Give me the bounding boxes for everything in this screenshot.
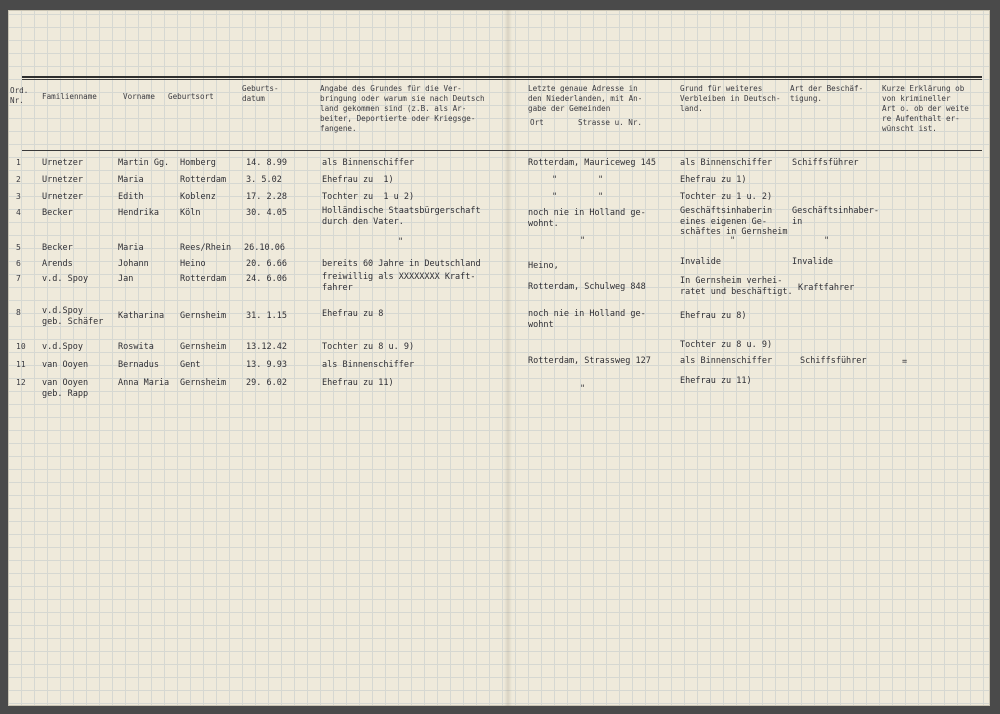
row-vorname: Jan bbox=[118, 274, 134, 284]
row-beschaeftigung: Schiffsführer bbox=[800, 356, 867, 366]
row-verbleiben: Tochter zu 1 u. 2) bbox=[680, 192, 773, 202]
row-verbleiben: Invalide bbox=[680, 257, 721, 267]
header-adresse: Letzte genaue Adresse in den Niederlanden, mit An- gabe der Gemeinden bbox=[528, 84, 643, 113]
row-adresse: Rotterdam, Mauriceweg 145 bbox=[528, 158, 656, 168]
row-adresse: " bbox=[580, 236, 586, 246]
header-vorname: Vorname bbox=[123, 92, 156, 101]
header-strasse: Strasse u. Nr. bbox=[578, 118, 643, 127]
row-verbleiben: Ehefrau zu 8) bbox=[680, 311, 747, 321]
header-ord-nr: Ord. Nr. bbox=[10, 86, 29, 105]
row-geburtsdatum: 24. 6.06 bbox=[246, 274, 287, 284]
row-number: 12 bbox=[16, 378, 26, 387]
row-adresse: " " bbox=[552, 175, 604, 185]
row-familienname: Urnetzer bbox=[42, 158, 83, 168]
row-familienname: Urnetzer bbox=[42, 192, 83, 202]
row-geburtsort: Heino bbox=[180, 259, 206, 269]
row-geburtsort: Gernsheim bbox=[180, 342, 227, 352]
row-geburtsort: Homberg bbox=[180, 158, 216, 168]
row-grund: freiwillig als XXXXXXXX Kraft- fahrer bbox=[322, 272, 476, 293]
row-geburtsort: Gernsheim bbox=[180, 311, 227, 321]
row-vorname: Maria bbox=[118, 243, 144, 253]
row-geburtsdatum: 26.10.06 bbox=[244, 243, 285, 253]
header-bottom-rule bbox=[22, 150, 982, 151]
row-verbleiben: Tochter zu 8 u. 9) bbox=[680, 340, 773, 350]
row-number: 1 bbox=[16, 158, 21, 167]
header-erklaerung: Kurze Erklärung ob von krimineller Art o. ob der weite re Aufenthalt er- wünscht ist. bbox=[882, 84, 969, 133]
row-familienname: v.d. Spoy bbox=[42, 274, 89, 284]
row-adresse: Rotterdam, Schulweg 848 bbox=[528, 282, 646, 292]
row-verbleiben: als Binnenschiffer bbox=[680, 158, 773, 168]
row-geburtsort: Köln bbox=[180, 208, 201, 218]
row-vorname: Martin Gg. bbox=[118, 158, 170, 168]
header-geburtsdatum: Geburts- datum bbox=[242, 84, 279, 103]
row-number: 6 bbox=[16, 259, 21, 268]
page-fold bbox=[504, 10, 512, 706]
row-geburtsdatum: 30. 4.05 bbox=[246, 208, 287, 218]
row-adresse: " " bbox=[552, 192, 604, 202]
row-vorname: Roswita bbox=[118, 342, 154, 352]
row-vorname: Maria bbox=[118, 175, 144, 185]
row-number: 3 bbox=[16, 192, 21, 201]
row-adresse: Heino, bbox=[528, 261, 559, 271]
header-familienname: Familienname bbox=[42, 92, 97, 101]
row-erklaerung: = bbox=[902, 357, 908, 367]
row-verbleiben: Geschäftsinhaberin eines eigenen Ge- schäftes in Gernsheim bbox=[680, 206, 788, 237]
row-familienname: van Ooyen geb. Rapp bbox=[42, 378, 89, 399]
row-verbleiben: Ehefrau zu 11) bbox=[680, 376, 752, 386]
row-number: 8 bbox=[16, 308, 21, 317]
row-grund: bereits 60 Jahre in Deutschland bbox=[322, 259, 481, 269]
row-verbleiben: Ehefrau zu 1) bbox=[680, 175, 747, 185]
row-geburtsort: Gernsheim bbox=[180, 378, 227, 388]
header-ort: Ort bbox=[530, 118, 544, 127]
row-beschaeftigung: Geschäftsinhaber- in bbox=[792, 206, 879, 227]
row-beschaeftigung: Schiffsführer bbox=[792, 158, 859, 168]
row-geburtsdatum: 3. 5.02 bbox=[246, 175, 282, 185]
row-grund: Tochter zu 8 u. 9) bbox=[322, 342, 415, 352]
row-grund: Ehefrau zu 1) bbox=[322, 175, 394, 185]
row-familienname: Becker bbox=[42, 208, 73, 218]
row-vorname: Anna Maria bbox=[118, 378, 170, 388]
row-geburtsdatum: 31. 1.15 bbox=[246, 311, 287, 321]
row-familienname: v.d.Spoy bbox=[42, 342, 83, 352]
row-grund: Tochter zu 1 u 2) bbox=[322, 192, 415, 202]
row-familienname: Becker bbox=[42, 243, 73, 253]
row-vorname: Bernadus bbox=[118, 360, 159, 370]
row-beschaeftigung: " bbox=[824, 236, 830, 246]
row-geburtsdatum: 14. 8.99 bbox=[246, 158, 287, 168]
row-vorname: Hendrika bbox=[118, 208, 159, 218]
row-number: 11 bbox=[16, 360, 26, 369]
row-beschaeftigung: Kraftfahrer bbox=[798, 283, 855, 293]
header-beschaeftigung: Art der Beschäf- tigung. bbox=[790, 84, 864, 103]
header-grund: Angabe des Grundes für die Ver- bringung oder warum sie nach Deutsch land gekommen sind (z.B. als Ar- beiter, Deportierte oder Kriegsge- fangene. bbox=[320, 84, 485, 133]
row-adresse: Rotterdam, Strassweg 127 bbox=[528, 356, 651, 366]
row-verbleiben: als Binnenschiffer bbox=[680, 356, 773, 366]
row-verbleiben: " bbox=[730, 236, 736, 246]
row-geburtsdatum: 29. 6.02 bbox=[246, 378, 287, 388]
row-number: 2 bbox=[16, 175, 21, 184]
row-geburtsort: Gent bbox=[180, 360, 201, 370]
header-geburtsort: Geburtsort bbox=[168, 92, 214, 101]
header-verbleiben: Grund für weiteres Verbleiben in Deutsch- land. bbox=[680, 84, 781, 113]
row-grund: Ehefrau zu 8 bbox=[322, 309, 384, 319]
row-geburtsdatum: 17. 2.28 bbox=[246, 192, 287, 202]
header-top-rule bbox=[22, 76, 982, 78]
row-adresse: noch nie in Holland ge- wohnt. bbox=[528, 208, 646, 229]
row-number: 7 bbox=[16, 274, 21, 283]
row-vorname: Katharina bbox=[118, 311, 165, 321]
row-geburtsort: Koblenz bbox=[180, 192, 216, 202]
document-sheet bbox=[8, 10, 990, 706]
row-geburtsdatum: 13.12.42 bbox=[246, 342, 287, 352]
row-number: 5 bbox=[16, 243, 21, 252]
row-vorname: Johann bbox=[118, 259, 149, 269]
row-familienname: Arends bbox=[42, 259, 73, 269]
row-geburtsdatum: 20. 6.66 bbox=[246, 259, 287, 269]
row-familienname: Urnetzer bbox=[42, 175, 83, 185]
row-geburtsort: Rotterdam bbox=[180, 274, 227, 284]
row-grund: " bbox=[398, 237, 404, 247]
row-number: 4 bbox=[16, 208, 21, 217]
row-grund: als Binnenschiffer bbox=[322, 158, 415, 168]
row-geburtsdatum: 13. 9.93 bbox=[246, 360, 287, 370]
row-familienname: v.d.Spoy geb. Schäfer bbox=[42, 306, 104, 327]
row-geburtsort: Rees/Rhein bbox=[180, 243, 232, 253]
row-beschaeftigung: Invalide bbox=[792, 257, 833, 267]
row-grund: Ehefrau zu 11) bbox=[322, 378, 394, 388]
row-geburtsort: Rotterdam bbox=[180, 175, 227, 185]
row-vorname: Edith bbox=[118, 192, 144, 202]
row-adresse: noch nie in Holland ge- wohnt bbox=[528, 309, 646, 330]
row-grund: Holländische Staatsbürgerschaft durch den Vater. bbox=[322, 206, 481, 227]
row-number: 10 bbox=[16, 342, 26, 351]
row-adresse: " bbox=[580, 384, 586, 394]
row-familienname: van Ooyen bbox=[42, 360, 89, 370]
row-grund: als Binnenschiffer bbox=[322, 360, 415, 370]
header-top-rule-2 bbox=[22, 79, 982, 80]
row-verbleiben: In Gernsheim verhei- ratet und beschäftigt. bbox=[680, 276, 793, 297]
